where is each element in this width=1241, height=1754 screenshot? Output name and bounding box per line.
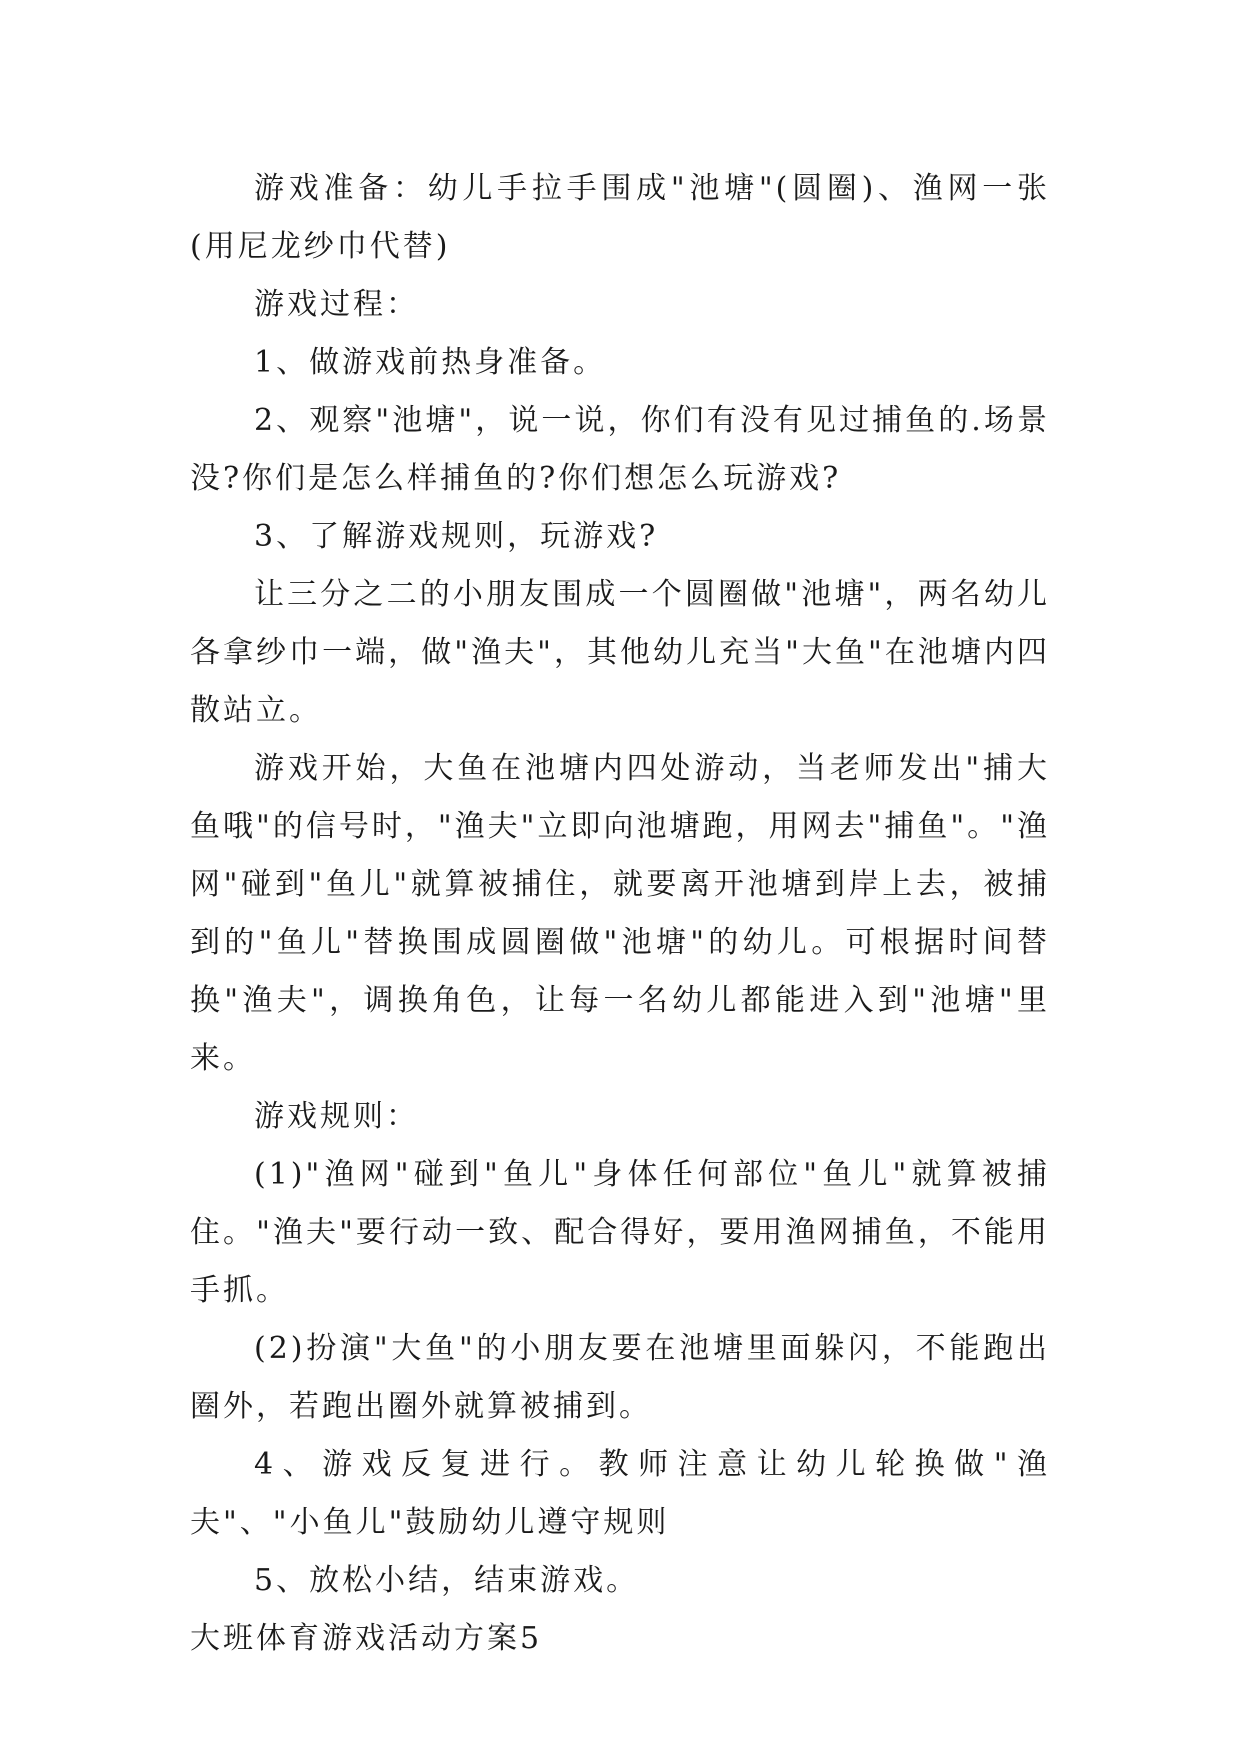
paragraph-step-1: 1、做游戏前热身准备。 [254,345,607,380]
paragraph-step-4: 4、游戏反复进行。教师注意让幼儿轮换做"渔夫"、"小鱼儿"鼓励幼儿遵守规则 [190,1447,1050,1540]
paragraph-setup: 让三分之二的小朋友围成一个圆圈做"池塘"，两名幼儿各拿纱巾一端，做"渔夫"，其他幼儿充当"大鱼"在池塘内四散站立。 [190,577,1050,728]
paragraph-game-start: 游戏开始，大鱼在池塘内四处游动，当老师发出"捕大鱼哦"的信号时，"渔夫"立即向池塘跑，用网去"捕鱼"。"渔网"碰到"鱼儿"就算被捕住，就要离开池塘到岸上去，被捕到的"鱼儿"替换围成圆圈做"池塘"的幼儿。可根据时间替换"渔夫"，调换角色，让每一名幼儿都能进入到"池塘"里来。 [190,751,1050,1076]
section-heading: 大班体育游戏活动方案5 [190,1621,543,1656]
paragraph-game-rules-label: 游戏规则： [254,1099,419,1134]
paragraph-step-3: 3、了解游戏规则，玩游戏? [254,519,659,554]
paragraph-rule-1: (1)"渔网"碰到"鱼儿"身体任何部位"鱼儿"就算被捕住。"渔夫"要行动一致、配合得好，要用渔网捕鱼，不能用手抓。 [190,1157,1050,1308]
paragraph-step-5: 5、放松小结，结束游戏。 [254,1563,640,1598]
paragraph-game-process-label: 游戏过程： [254,287,419,322]
paragraph-rule-2: (2)扮演"大鱼"的小朋友要在池塘里面躲闪，不能跑出圈外，若跑出圈外就算被捕到。 [190,1331,1050,1424]
document-body [190,160,1050,1668]
paragraph-step-2: 2、观察"池塘"，说一说，你们有没有见过捕鱼的.场景没?你们是怎么样捕鱼的?你们想怎么玩游戏? [190,403,1050,496]
paragraph-game-preparation: 游戏准备：幼儿手拉手围成"池塘"(圆圈)、渔网一张(用尼龙纱巾代替) [190,171,1050,264]
